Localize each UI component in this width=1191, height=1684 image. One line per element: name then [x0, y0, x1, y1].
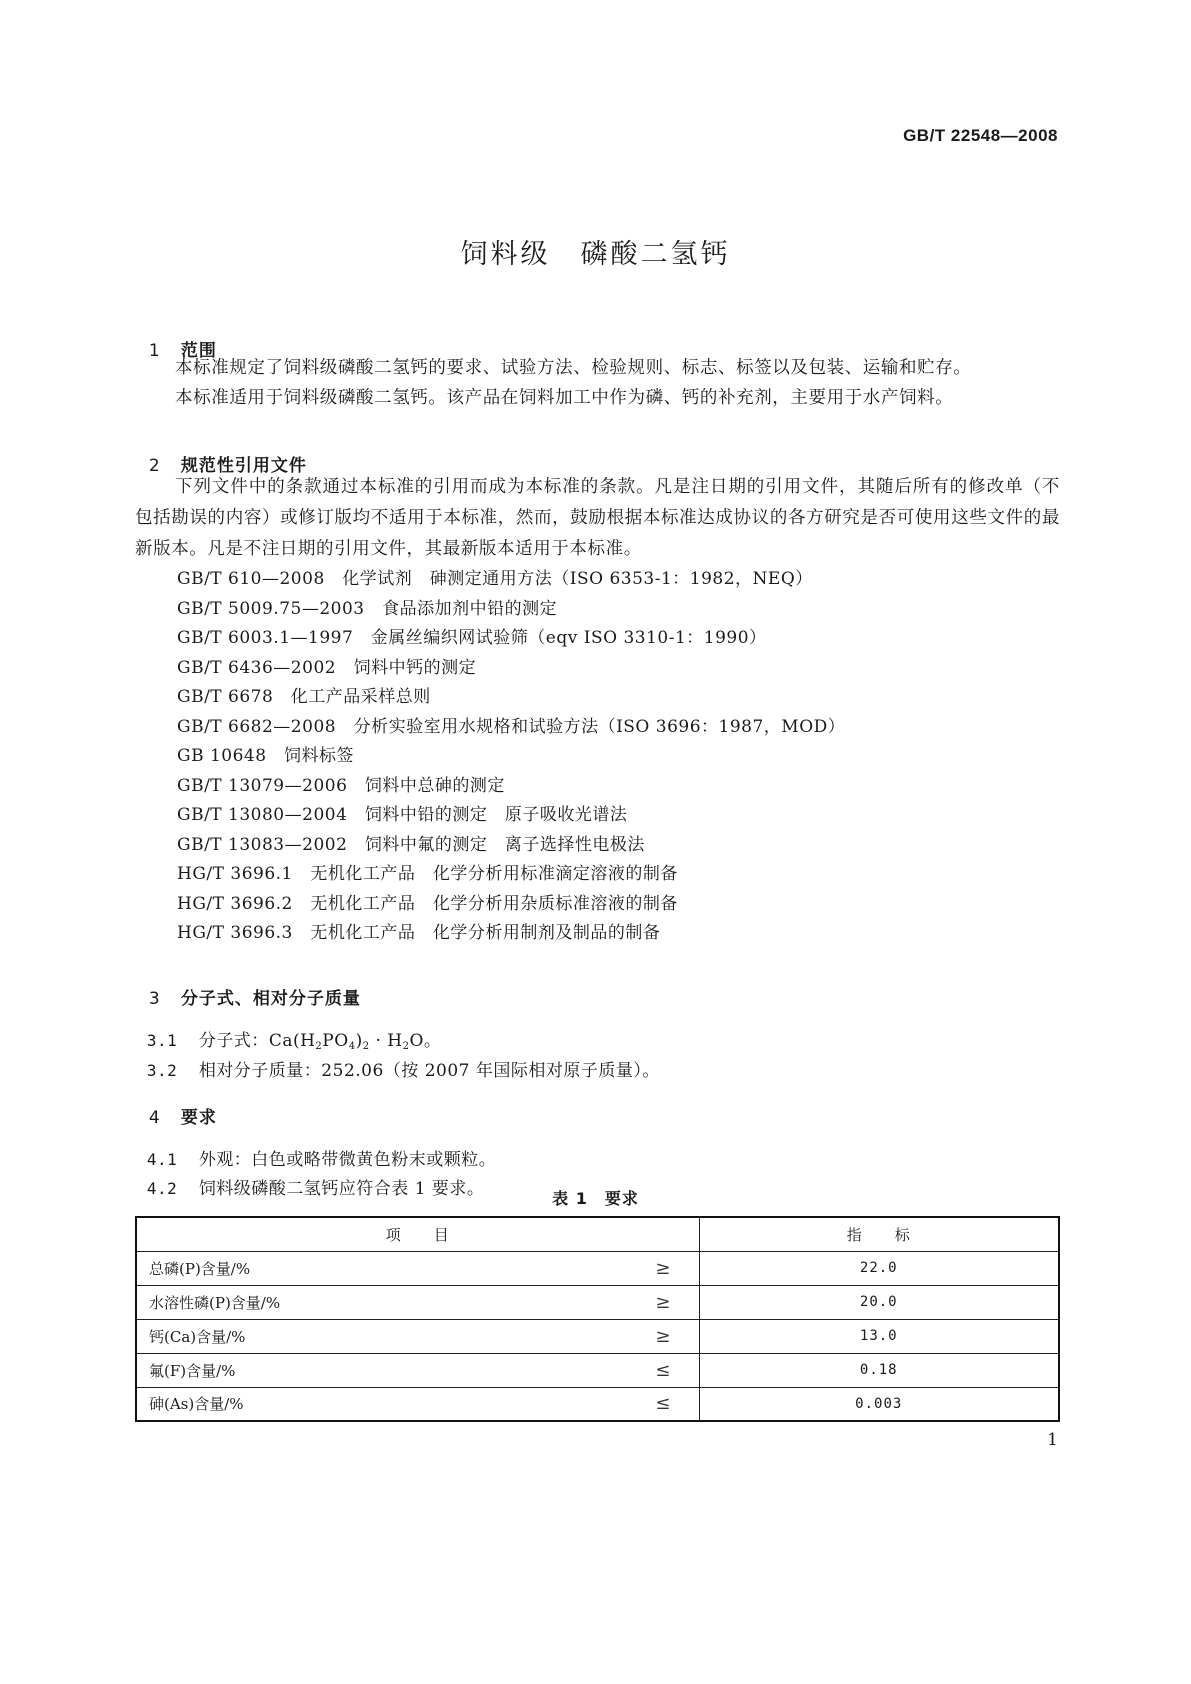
- column-header-value: 指 标: [699, 1217, 1059, 1251]
- standard-code: GB/T 22548—2008: [903, 126, 1058, 145]
- table-row: [136, 1251, 1059, 1285]
- comparison-operator: ≤: [655, 1359, 671, 1381]
- comparison-operator: ≥: [655, 1291, 671, 1313]
- section-4-title: 要求: [180, 1108, 217, 1128]
- item-name: 钙(Ca)含量/%: [149, 1327, 246, 1346]
- section-2-intro: 下列文件中的条款通过本标准的引用而成为本标准的条款。凡是注日期的引用文件，其随后所有的修改单（不包括勘误的内容）或修订版均不适用于本标准，然而，鼓励根据本标准达成协议的各方研究是否可使用这些文件的最新版本。凡是不注日期的引用文件，其最新版本适用于本标准。: [135, 477, 1060, 559]
- table-row: [136, 1319, 1059, 1353]
- section-1-number: 1: [148, 341, 161, 361]
- column-header-item: 项 目: [136, 1217, 699, 1251]
- table-row: [136, 1387, 1059, 1421]
- table-header-row: [136, 1217, 1059, 1251]
- reference-item: GB/T 13083—2002 饲料中氟的测定 离子选择性电极法: [177, 835, 645, 855]
- section-1-title: 范围: [180, 341, 217, 361]
- page-number: 1: [1047, 1430, 1058, 1450]
- clause-4-2-number: 4.2: [146, 1179, 178, 1198]
- value-cell: 0.18: [699, 1353, 1059, 1387]
- reference-item: GB/T 5009.75—2003 食品添加剂中铅的测定: [177, 599, 558, 619]
- clause-4-1-text: 外观：白色或略带微黄色粉末或颗粒。: [198, 1150, 497, 1170]
- reference-item: GB/T 13080—2004 饲料中铅的测定 原子吸收光谱法: [177, 805, 628, 825]
- clause-3-2-text: 相对分子质量：252.06（按 2007 年国际相对原子质量）。: [198, 1061, 660, 1081]
- reference-item: GB/T 13079—2006 饲料中总砷的测定: [177, 776, 505, 796]
- comparison-operator: ≤: [655, 1393, 671, 1415]
- value-cell: 13.0: [699, 1319, 1059, 1353]
- section-3-title: 分子式、相对分子质量: [180, 989, 361, 1009]
- section-2-title: 规范性引用文件: [180, 456, 307, 476]
- section-1-paragraph-2: 本标准适用于饲料级磷酸二氢钙。该产品在饲料加工中作为磷、钙的补充剂，主要用于水产饲料。: [175, 388, 954, 408]
- value-cell: 20.0: [699, 1285, 1059, 1319]
- table-caption: 表 1 要求: [552, 1189, 639, 1208]
- reference-item: GB 10648 饲料标签: [177, 746, 355, 766]
- comparison-operator: ≥: [655, 1325, 671, 1347]
- reference-item: GB/T 6682—2008 分析实验室用水规格和试验方法（ISO 3696：1987，MOD）: [177, 717, 846, 737]
- item-cell: [136, 1353, 699, 1387]
- item-name: 总磷(P)含量/%: [149, 1259, 251, 1278]
- item-name: 砷(As)含量/%: [149, 1395, 244, 1414]
- reference-item: HG/T 3696.1 无机化工产品 化学分析用标准滴定溶液的制备: [177, 864, 678, 884]
- reference-item: GB/T 6003.1—1997 金属丝编织网试验筛（eqv ISO 3310-1：1990）: [177, 628, 767, 648]
- item-cell: [136, 1251, 699, 1285]
- value-cell: 0.003: [699, 1387, 1059, 1421]
- clause-3-2-number: 3.2: [146, 1061, 178, 1080]
- item-name: 氟(F)含量/%: [149, 1361, 236, 1380]
- reference-item: GB/T 6436—2002 饲料中钙的测定: [177, 658, 477, 678]
- requirements-table: [135, 1216, 1060, 1422]
- item-cell: [136, 1387, 699, 1421]
- section-3-heading: [135, 964, 361, 1009]
- section-2-heading: [135, 431, 307, 476]
- section-4-number: 4: [148, 1108, 161, 1128]
- table-row: [136, 1353, 1059, 1387]
- reference-item: GB/T 6678 化工产品采样总则: [177, 687, 431, 707]
- reference-item: GB/T 610—2008 化学试剂 砷测定通用方法（ISO 6353-1：1982，NEQ）: [177, 569, 813, 589]
- clause-4-1-number: 4.1: [146, 1150, 178, 1169]
- clause-3-1-label: 分子式：: [198, 1031, 269, 1051]
- section-1-paragraph-1: 本标准规定了饲料级磷酸二氢钙的要求、试验方法、检验规则、标志、标签以及包装、运输和贮存。: [175, 358, 972, 378]
- item-name: 水溶性磷(P)含量/%: [149, 1293, 281, 1312]
- clause-4-2-text: 饲料级磷酸二氢钙应符合表 1 要求。: [198, 1179, 485, 1199]
- comparison-operator: ≥: [655, 1257, 671, 1279]
- value-cell: 22.0: [699, 1251, 1059, 1285]
- item-cell: [136, 1285, 699, 1319]
- table-row: [136, 1285, 1059, 1319]
- document-title: 饲料级 磷酸二氢钙: [460, 239, 731, 270]
- clause-3-1-number: 3.1: [146, 1031, 178, 1050]
- section-3-number: 3: [148, 989, 161, 1009]
- section-4-heading: [135, 1083, 217, 1128]
- reference-item: HG/T 3696.2 无机化工产品 化学分析用杂质标准溶液的制备: [177, 894, 678, 914]
- item-cell: [136, 1319, 699, 1353]
- reference-item: HG/T 3696.3 无机化工产品 化学分析用制剂及制品的制备: [177, 923, 661, 943]
- molecular-formula: $Ca(H_2PO_4)_2 \cdot H_2O$。: [268, 1031, 442, 1052]
- section-2-number: 2: [148, 456, 161, 476]
- clause-3-2: [135, 1036, 660, 1081]
